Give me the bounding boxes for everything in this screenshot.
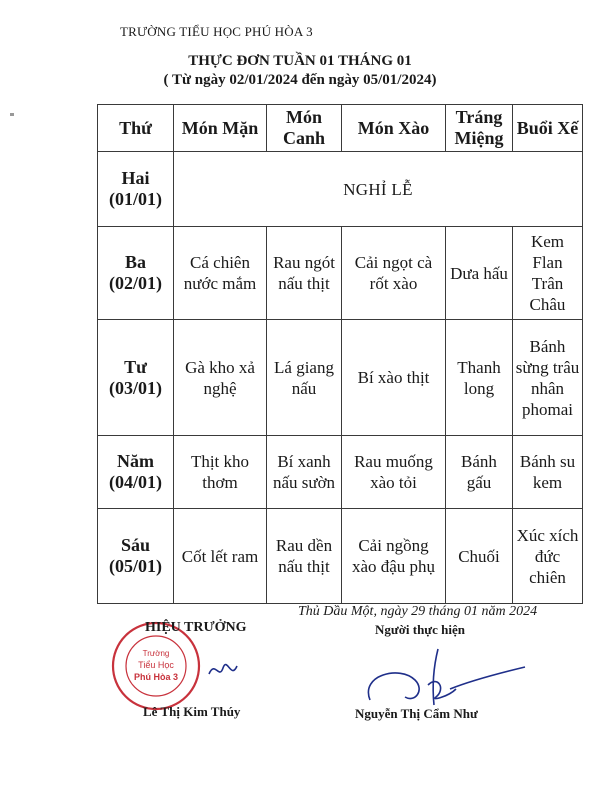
holiday-note: NGHỈ LỄ [174,152,583,227]
col-header-day: Thứ [98,105,174,152]
day-date: (03/01) [109,377,162,398]
principal-label: HIỆU TRƯỞNG [145,620,247,635]
table-row-monday [98,152,583,227]
table-row-friday [98,509,583,604]
day-name: Sáu [120,535,151,555]
place-and-date: Thủ Dầu Một, ngày 29 tháng 01 năm 2024 [298,604,538,619]
school-name: TRƯỜNG TIỂU HỌC PHÚ HÒA 3 [120,24,313,39]
col-header-main-dish: Món Mặn [174,105,267,152]
stir-fry-cell: Cải ngồng xào đậu phụ [342,509,446,604]
menu-title: THỰC ĐƠN TUẦN 01 THÁNG 01 [188,53,412,69]
svg-text:Phú Hòa 3: Phú Hòa 3 [133,672,179,682]
preparer-signature [360,645,530,710]
menu-date-range: ( Từ ngày 02/01/2024 đến ngày 05/01/2024) [163,72,437,88]
snack-cell: Kem Flan Trân Châu [513,227,583,320]
main-dish-cell: Cá chiên nước mắm [174,227,267,320]
day-cell [98,227,174,320]
table-row-tuesday [98,227,583,320]
svg-text:Tiểu Học: Tiểu Học [138,660,174,670]
day-name: Tư [124,356,147,377]
dessert-cell: Dưa hấu [446,227,513,320]
table-row-thursday [98,436,583,509]
day-name: Hai [121,168,150,188]
day-date: (01/01) [109,189,162,209]
weekly-menu-table [97,104,583,604]
dessert-cell: Bánh gấu [446,436,513,509]
day-name: Ba [124,252,146,272]
day-date: (05/01) [109,556,162,576]
dessert-cell: Thanh long [446,320,513,436]
stir-fry-cell: Bí xào thịt [342,320,446,436]
soup-cell: Lá giang nấu [267,320,342,436]
table-row-wednesday [98,320,583,436]
day-cell [98,152,174,227]
preparer-name: Nguyễn Thị Cẩm Như [355,706,478,721]
dessert-cell: Chuối [446,509,513,604]
snack-cell: Bánh su kem [513,436,583,509]
col-header-soup: Món Canh [267,105,342,152]
soup-cell: Bí xanh nấu sườn [267,436,342,509]
soup-cell: Rau ngót nấu thịt [267,227,342,320]
main-dish-cell: Gà kho xả nghệ [174,320,267,436]
principal-name: Lê Thị Kim Thúy [143,704,241,719]
preparer-label: Người thực hiện [375,622,465,637]
principal-signature [205,650,245,690]
col-header-stir-fry: Món Xào [342,105,446,152]
day-date: (02/01) [109,273,162,293]
day-cell [98,509,174,604]
main-dish-cell: Cốt lết ram [174,509,267,604]
col-header-afternoon-snack: Buổi Xế [513,105,583,152]
snack-cell: Xúc xích đức chiên [513,509,583,604]
scan-speck [10,113,14,116]
main-dish-cell: Thịt kho thơm [174,436,267,509]
day-name: Năm [117,451,154,471]
day-date: (04/01) [109,472,162,492]
stir-fry-cell: Rau muống xào tỏi [342,436,446,509]
day-cell [98,436,174,509]
stir-fry-cell: Cải ngọt cà rốt xào [342,227,446,320]
col-header-dessert: Tráng Miệng [446,105,513,152]
table-header-row [98,105,583,152]
soup-cell: Rau dền nấu thịt [267,509,342,604]
day-cell [98,320,174,436]
snack-cell: Bánh sừng trâu nhân phomai [513,320,583,436]
svg-text:Trường: Trường [142,649,170,658]
